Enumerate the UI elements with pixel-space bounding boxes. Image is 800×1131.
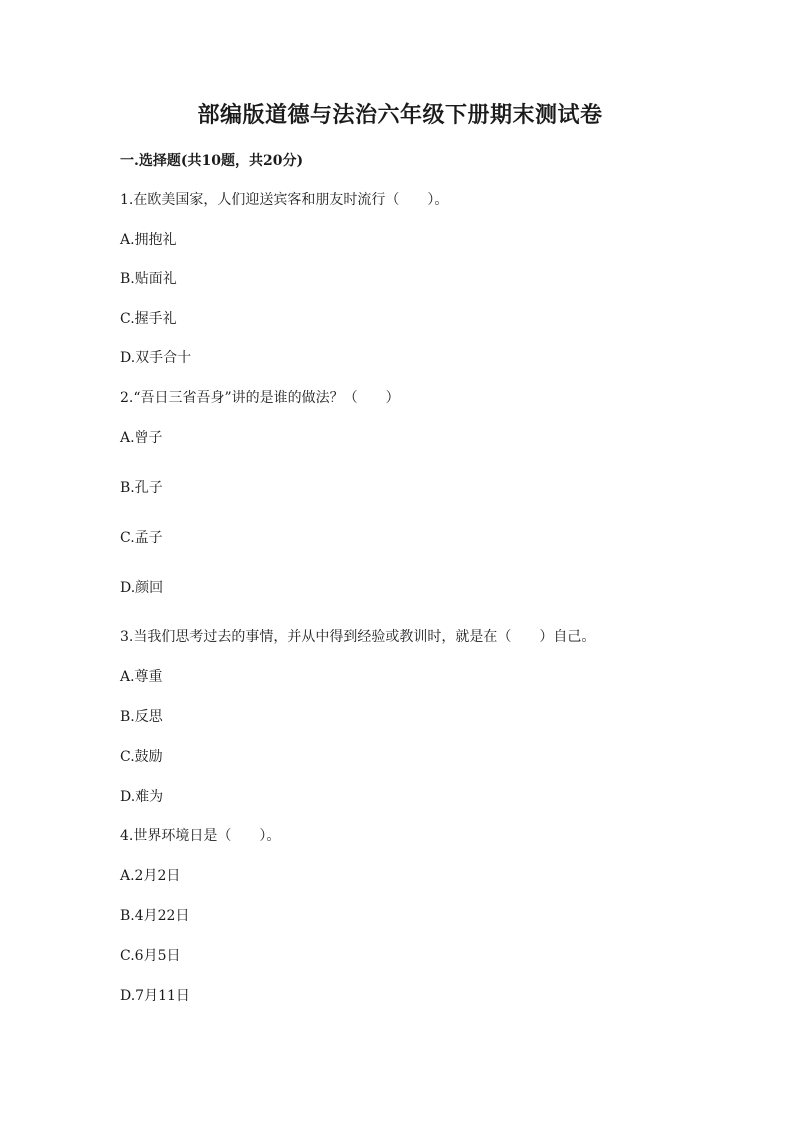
question-4-option-a: A.2月2日 xyxy=(120,868,181,884)
question-3-stem: 3.当我们思考过去的事情，并从中得到经验或教训时，就是在（ ）自己。 xyxy=(120,629,596,645)
question-1-option-d: D.双手合十 xyxy=(120,350,192,366)
question-3-option-a: A.尊重 xyxy=(120,669,163,685)
question-1-option-c: C.握手礼 xyxy=(120,311,177,327)
question-1-option-a: A.拥抱礼 xyxy=(120,232,177,248)
question-1-option-b: B.贴面礼 xyxy=(120,271,177,287)
question-2-stem: 2.“吾日三省吾身”讲的是谁的做法？（ ） xyxy=(120,390,400,406)
question-2-option-a: A.曾子 xyxy=(120,430,163,446)
question-4-option-d: D.7月11日 xyxy=(120,988,190,1004)
question-4-option-c: C.6月5日 xyxy=(120,948,181,964)
question-2-option-b: B.孔子 xyxy=(120,480,163,496)
question-4-option-b: B.4月22日 xyxy=(120,908,190,924)
question-2-option-d: D.颜回 xyxy=(120,580,164,596)
question-3-option-b: B.反思 xyxy=(120,709,163,725)
question-3-option-c: C.鼓励 xyxy=(120,749,163,765)
exam-title: 部编版道德与法治六年级下册期末测试卷 xyxy=(197,102,603,128)
question-4-stem: 4.世界环境日是（ ）。 xyxy=(120,828,281,844)
question-2-option-c: C.孟子 xyxy=(120,530,163,546)
question-1-stem: 1.在欧美国家，人们迎送宾客和朋友时流行（ ）。 xyxy=(120,192,449,208)
section-heading: 一.选择题(共10题，共20分) xyxy=(120,153,304,169)
question-3-option-d: D.难为 xyxy=(120,789,164,805)
